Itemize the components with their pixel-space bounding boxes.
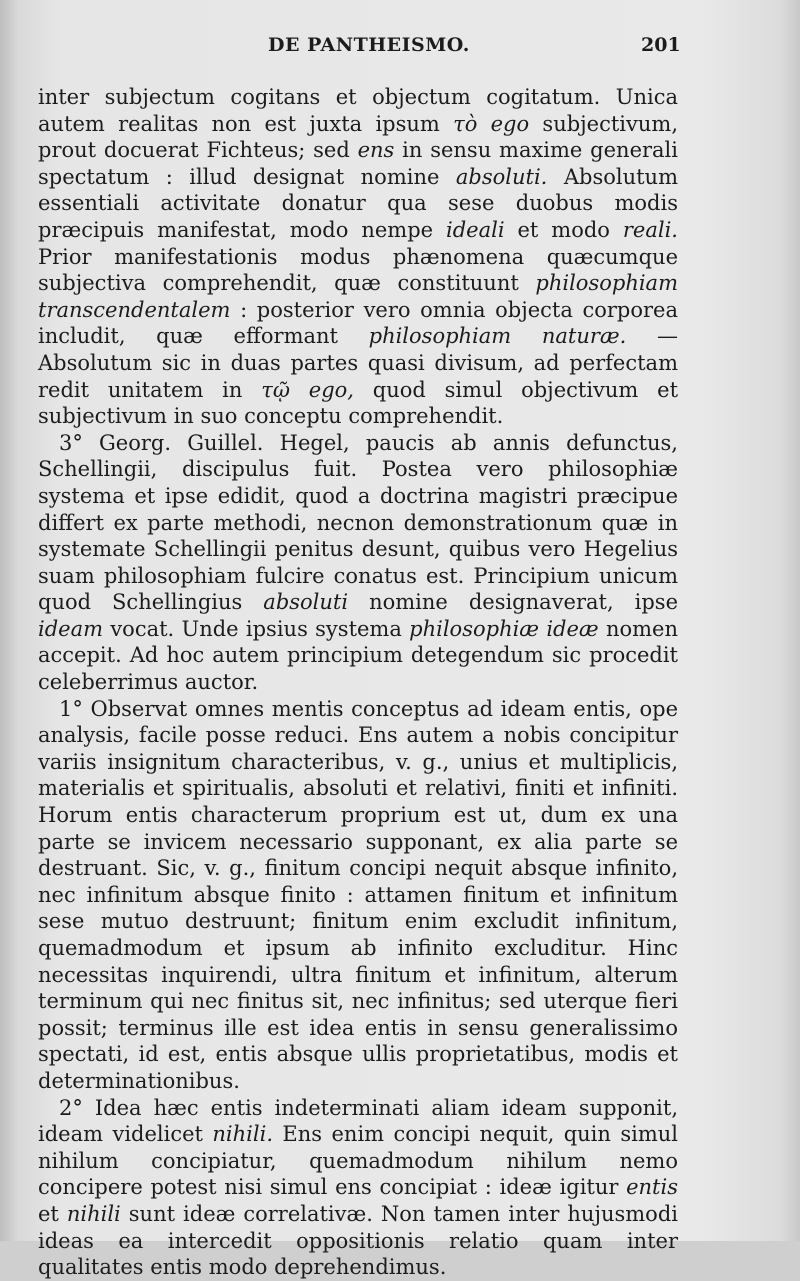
- text-run: subjectivum, prout docuerat Fichteus; sed: [38, 111, 678, 163]
- italic-run: philosophiam transcendentalem: [38, 271, 678, 322]
- italic-run: nihili: [66, 1201, 121, 1226]
- italic-run: philosophiæ ideæ: [409, 616, 599, 641]
- text-run: nomen accepit. Ad hoc autem principium detegendum sic procedit celeberrimus auctor.: [38, 616, 678, 695]
- text-run: — Absolutum sic in duas partes quasi divisum, ad perfectam redit unitatem in: [38, 324, 678, 402]
- paragraph: [38, 430, 678, 696]
- text-run: : posterior vero omnia objecta corporea includit, quæ efformant: [38, 297, 678, 349]
- italic-run: entis: [626, 1175, 678, 1200]
- italic-run: ideam: [38, 616, 104, 641]
- italic-run: ideali: [446, 217, 505, 242]
- paragraph: [38, 84, 678, 430]
- italic-run: nihili.: [212, 1122, 273, 1147]
- paragraph: [38, 696, 678, 1095]
- italic-run: absoluti: [263, 590, 349, 615]
- text-run: Absolutum essentiali activitate donatur qua sese duobus modis præcipuis manifestat, modo nempe: [38, 164, 678, 242]
- running-title: DE PANTHEISMO.: [268, 34, 470, 56]
- italic-run: τῷ ego,: [261, 377, 354, 402]
- italic-run: reali.: [622, 217, 678, 242]
- italic-run: τὸ ego: [453, 111, 530, 136]
- italic-run: absoluti.: [455, 164, 548, 189]
- italic-run: philosophiam naturæ.: [368, 324, 627, 349]
- page-header: [0, 34, 800, 64]
- text-run: et modo: [504, 217, 623, 242]
- text-run: sunt ideæ correlativæ. Non tamen inter hujusmodi ideas ea intercedit oppositionis relatio quam inter qualitates entis modo deprehendimus.: [38, 1201, 678, 1280]
- text-run: in sensu maxime generali spectatum : illud designat nomine: [38, 138, 678, 189]
- paragraph: [38, 1095, 678, 1281]
- text-run: et: [38, 1201, 67, 1226]
- text-run: 2° Idea hæc entis indeterminati aliam ideam supponit, ideam videlicet: [38, 1095, 678, 1147]
- text-run: vocat. Unde ipsius systema: [103, 616, 410, 641]
- text-run: Ens enim concipi nequit, quin simul nihilum concipiatur, quemadmodum nihilum nemo concipere potest nisi simul ens concipiat : ideæ igitur: [38, 1122, 678, 1200]
- body-text: [38, 84, 678, 1281]
- text-run: quod simul objectivum et subjectivum in suo conceptu comprehendit.: [38, 377, 679, 429]
- text-run: 1° Observat omnes mentis conceptus ad ideam entis, ope analysis, facile posse reduci. Ens autem a nobis concipitur variis insignitum characteribus, v. g., unius et multiplicis, materialis et spiritualis, absoluti et relativi, finiti et infiniti. Horum entis characterum proprium est ut, dum ex una parte se invicem necessario supponant, ex alia parte se destruant. Sic, v. g., finitum concipi nequit absque infinito, nec infinitum absque finito : attamen finitum et infinitum sese mutuo destruunt; finitum enim excludit infinitum, quemadmodum et ipsum ab infinito excluditur. Hinc necessitas inquirendi, ultra finitum et infinitum, alterum terminum qui nec finitus sit, nec infinitus; sed uterque fieri possit; terminus ille est idea entis in sensu generalissimo spectati, id est, entis absque ullis proprietatibus, modis et determinationibus.: [38, 696, 678, 1093]
- text-run: Prior manifestationis modus phænomena quæcumque subjectiva comprehendit, quæ constituunt: [38, 244, 678, 296]
- page-number: 201: [641, 34, 681, 56]
- text-run: inter subjectum cogitans et objectum cogitatum. Unica autem realitas non est juxta ipsum: [38, 85, 678, 136]
- italic-run: ens: [357, 138, 395, 163]
- text-run: nomine designaverat, ipse: [348, 590, 678, 615]
- text-run: 3° Georg. Guillel. Hegel, paucis ab annis defunctus, Schellingii, discipulus fuit. Postea vero philosophiæ systema et ipse edidit, quod a doctrina magistri præcipue differt ex parte methodi, necnon demonstrationum quæ in systemate Schellingii penitus desunt, quibus vero Hegelius suam philosophiam fulcire conatus est. Principium unicum quod Schellingius: [38, 430, 678, 615]
